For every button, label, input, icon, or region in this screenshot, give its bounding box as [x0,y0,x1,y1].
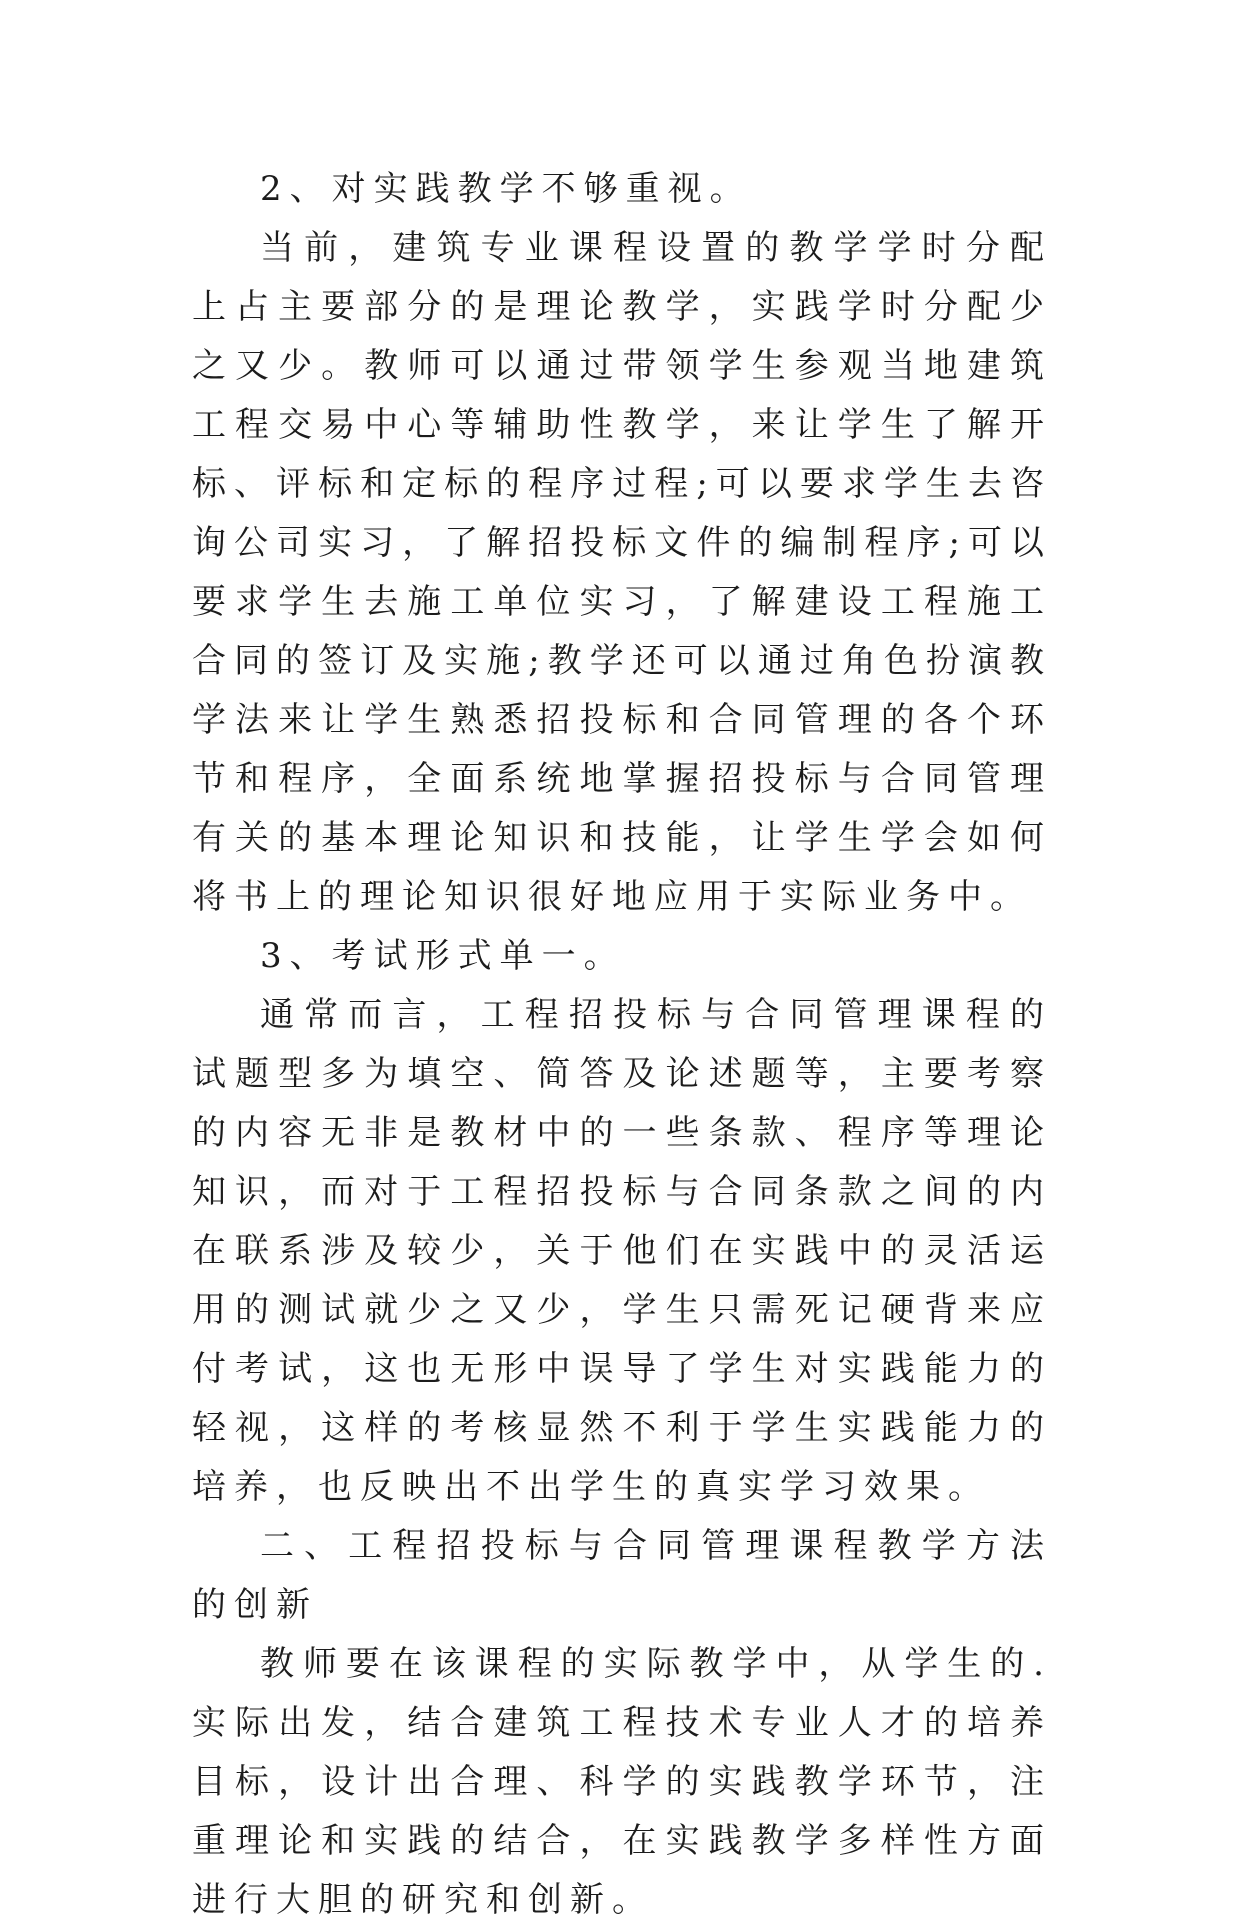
paragraph-innovation: 教师要在该课程的实际教学中，从学生的.实际出发，结合建筑工程技术专业人才的培养目标，设计出合理、科学的实践教学环节，注重理论和实践的结合，在实践教学多样性方面进行大胆的研究和创新。 [192,1644,1052,1920]
section-heading-practice: 2、对实践教学不够重视。 [260,169,752,209]
paragraph-practice-teaching: 当前，建筑专业课程设置的教学学时分配上占主要部分的是理论教学，实践学时分配少之又少。教师可以通过带领学生参观当地建筑工程交易中心等辅助性教学，来让学生了解开标、评标和定标的程序过程;可以要求学生去咨询公司实习，了解招投标文件的编制程序;可以要求学生去施工单位实习，了解建设工程施工合同的签订及实施;教学还可以通过角色扮演教学法来让学生熟悉招投标和合同管理的各个环节和程序，全面系统地掌握招投标与合同管理有关的基本理论知识和技能，让学生学会如何将书上的理论知识很好地应用于实际业务中。 [192,228,1052,917]
document-body [192,160,1052,1930]
section-heading-exam: 3、考试形式单一。 [260,936,626,976]
paragraph-exam-format: 通常而言，工程招投标与合同管理课程的试题型多为填空、简答及论述题等，主要考察的内容无非是教材中的一些条款、程序等理论知识，而对于工程招投标与合同条款之间的内在联系涉及较少，关于他们在实践中的灵活运用的测试就少之又少，学生只需死记硬背来应付考试，这也无形中误导了学生对实践能力的轻视，这样的考核显然不利于学生实践能力的培养，也反映出不出学生的真实学习效果。 [192,995,1052,1507]
section-heading-innovation: 二、工程招投标与合同管理课程教学方法的创新 [192,1526,1052,1625]
